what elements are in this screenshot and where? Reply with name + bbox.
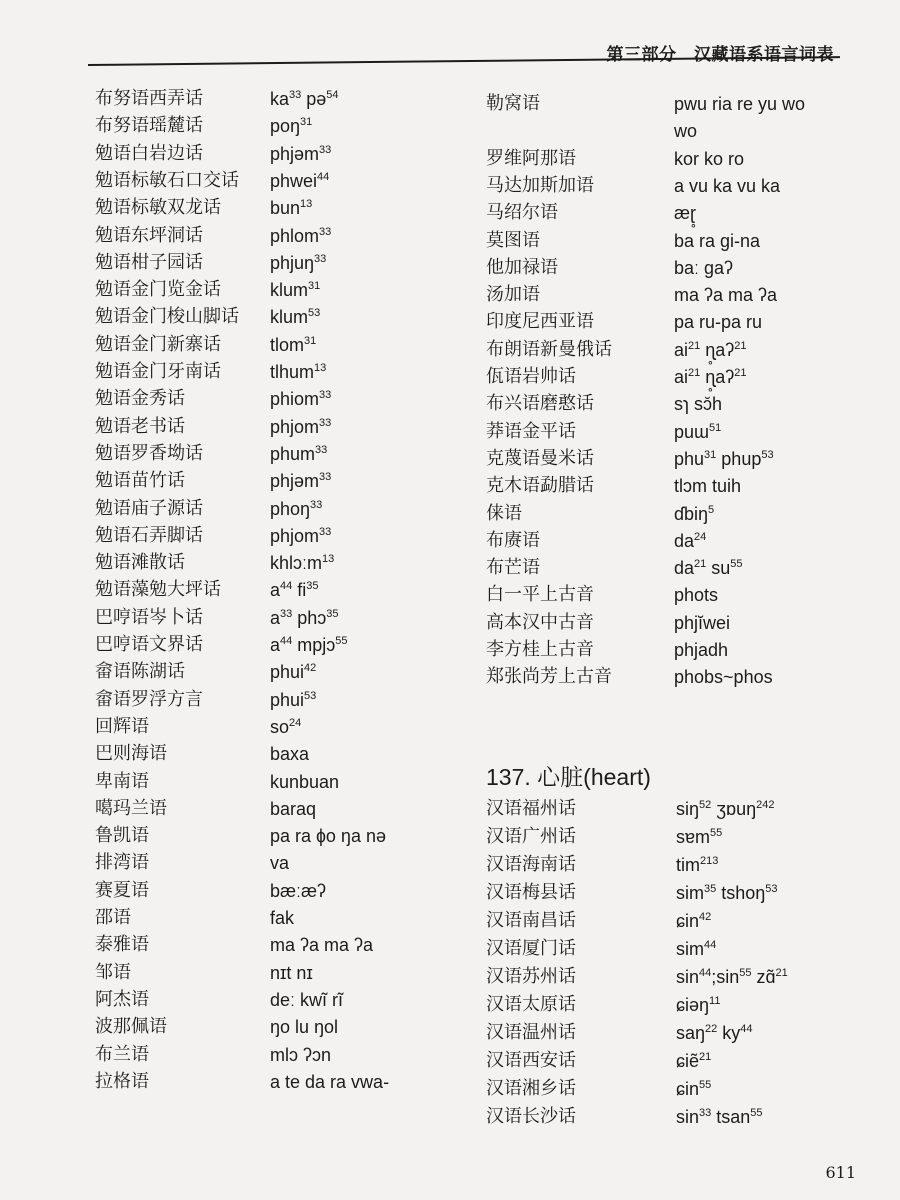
word-form: sim$^{44}$ (676, 939, 717, 959)
language-name: 汉语太原话 (486, 994, 576, 1015)
word-form: sɿ sɔ̆h (674, 394, 723, 415)
language-name: 勉语罗香坳话 (95, 442, 203, 464)
word-form: $\sin^{33}$ tsan$^{55}$ (676, 1107, 763, 1127)
word-form: $ka^{33}$ pə$^{54}$ (270, 89, 339, 109)
language-name: 布兰语 (95, 1043, 149, 1065)
word-form: $a^{33}$ phɔ$^{35}$ (270, 607, 339, 628)
word-form: pa ra ɸo ŋa nə (270, 826, 386, 847)
language-name: 布努语西弄话 (95, 88, 203, 109)
language-name: 莽语金平话 (486, 420, 576, 442)
word-form: siŋ$^{52}$ ʒɒuŋ$^{242}$ (676, 799, 775, 819)
language-name: 勉语苗竹话 (95, 470, 185, 492)
language-name: 克木语勐腊话 (486, 475, 594, 497)
word-form: ɕiẽ$^{21}$ (676, 1051, 712, 1071)
language-name: 汉语海南话 (486, 854, 576, 875)
language-name: 勉语庙子源话 (95, 497, 203, 519)
language-name: 勒窝语 (486, 93, 540, 114)
word-form: $da^{24}$ (674, 530, 707, 551)
word-form: baraq (270, 798, 317, 819)
word-form: poŋ$^{31}$ (270, 116, 313, 137)
word-form: phui$^{53}$ (270, 689, 317, 710)
word-form: phlom$^{33}$ (270, 225, 332, 246)
language-name: 畲语陈湖话 (95, 661, 185, 683)
language-name: 布努语瑶麓话 (95, 115, 203, 137)
word-form: ba ra gi-na (674, 230, 761, 251)
language-name: 勉语金门览金话 (95, 279, 221, 301)
word-form: phjəm$^{33}$ (270, 471, 332, 492)
word-form: kor ko ro (674, 148, 745, 169)
word-form: ɕiəŋ$^{11}$ (676, 995, 721, 1015)
language-name: 勉语老书话 (95, 415, 185, 437)
word-form: $ai^{21}$ ɳ̥aʔ$^{21}$ (674, 367, 747, 387)
word-form: puɯ$^{51}$ (674, 421, 722, 442)
language-name: 高本汉中古音 (486, 611, 594, 633)
language-name: 巴则海语 (95, 743, 167, 765)
page-number: 611 (825, 1163, 856, 1182)
word-form: tlɔm tuih (674, 476, 742, 497)
language-name: 邵语 (95, 907, 131, 928)
language-name: 李方桂上古音 (486, 639, 594, 660)
language-name: 勉语柑子园话 (95, 251, 203, 273)
word-form: kunbuan (270, 771, 340, 792)
word-form: klum$^{31}$ (270, 280, 321, 301)
language-name: 勉语标敏石口交话 (95, 169, 239, 191)
word-form: ɗbiŋ$^5$ (674, 503, 715, 524)
word-form: deː kwĩ rĩ (270, 989, 344, 1010)
language-name: 波那佩语 (95, 1016, 167, 1038)
language-name: 勉语金门新寨话 (95, 333, 221, 355)
language-name: 巴哼语岑卜话 (95, 606, 203, 628)
word-form: phui$^{42}$ (270, 662, 317, 683)
language-name: 噶玛兰语 (95, 797, 167, 819)
word-form: ŋo lu ŋol (270, 1017, 339, 1038)
language-name: 勉语东坪洞话 (95, 224, 203, 246)
language-name: 巴哼语文界话 (95, 634, 203, 655)
word-form: va (270, 853, 290, 874)
language-name: 罗维阿那语 (486, 147, 576, 169)
word-form: phjom$^{33}$ (270, 525, 332, 546)
language-name: 佤语岩帅话 (486, 366, 576, 387)
word-form: phjĭwei (674, 612, 731, 633)
word-form: $a^{44}$ $fi^{35}$ (270, 580, 319, 601)
language-name: 克蔑语曼米话 (486, 447, 594, 469)
word-form: $so^{24}$ (270, 716, 302, 737)
language-name: 俫语 (486, 502, 522, 524)
language-name: 勉语石弄脚话 (95, 524, 203, 546)
word-form: $ai^{21}$ ɳ̥aʔ$^{21}$ (674, 339, 747, 360)
language-name: 马绍尔语 (486, 202, 558, 224)
language-name: 拉格语 (95, 1070, 149, 1092)
word-form: phjom$^{33}$ (270, 416, 332, 437)
language-name: 汉语长沙话 (486, 1106, 576, 1127)
word-form: phu$^{31}$ phup$^{53}$ (674, 448, 774, 469)
word-form: phjadh (674, 640, 729, 660)
word-form: tim$^{213}$ (676, 855, 719, 875)
word-form: baː gaʔ (674, 257, 734, 278)
word-form: phjəm$^{33}$ (270, 143, 332, 164)
language-name: 汉语广州话 (486, 826, 576, 847)
language-name: 汉语福州话 (486, 798, 576, 819)
word-form: nɪt nɪ (270, 962, 313, 983)
word-form: bæːæʔ (270, 880, 327, 901)
language-name: 回辉语 (95, 715, 149, 737)
word-form: tlom$^{31}$ (270, 334, 317, 355)
word-form: phum$^{33}$ (270, 443, 328, 464)
language-name: 汉语苏州话 (486, 966, 576, 987)
language-name: 泰雅语 (95, 934, 149, 956)
word-form: mlɔ ʔɔn (270, 1044, 332, 1065)
language-name: 汉语梅县话 (486, 882, 576, 903)
word-form: fak (270, 908, 295, 928)
language-name: 郑张尚芳上古音 (486, 666, 612, 688)
word-form: phiom$^{33}$ (270, 389, 332, 410)
language-name: 勉语标敏双龙话 (95, 197, 221, 219)
language-name: 勉语白岩边话 (95, 142, 203, 164)
language-name: 白一平上古音 (486, 584, 594, 606)
word-form: ma ʔa ma ʔa (270, 935, 374, 956)
word-form: wo (674, 121, 698, 142)
language-name: 畲语罗浮方言 (95, 688, 203, 710)
language-name: 卑南语 (95, 770, 149, 792)
language-name: 勉语金秀话 (95, 388, 185, 410)
word-form: klum$^{53}$ (270, 307, 321, 328)
word-form: phobs~phos (674, 667, 773, 688)
word-form: bun$^{13}$ (270, 198, 313, 219)
word-form: ma ʔa ma ʔa (674, 285, 778, 306)
word-form: khlɔːm$^{13}$ (270, 553, 335, 574)
language-name: 他加禄语 (486, 256, 558, 278)
language-name: 布芒语 (486, 557, 540, 579)
word-form: phwei$^{44}$ (270, 170, 330, 191)
word-form: $da^{21}$ $su^{55}$ (674, 558, 743, 579)
word-form: saŋ$^{22}$ $ky^{44}$ (676, 1023, 753, 1043)
word-form: $\sin^{44};\sin^{55}$ zɑ̃$^{21}$ (676, 967, 788, 987)
language-name: 勉语藻勉大坪话 (95, 579, 221, 601)
word-form: sim$^{35}$ tshoŋ$^{53}$ (676, 883, 778, 903)
word-form: phots (674, 585, 719, 606)
word-form: phjuŋ$^{33}$ (270, 252, 327, 273)
language-name: 赛夏语 (95, 879, 149, 901)
word-form: ɕin$^{42}$ (676, 911, 712, 931)
word-form: phoŋ$^{33}$ (270, 498, 323, 519)
language-name: 汉语温州话 (486, 1022, 576, 1043)
word-form: a vu ka vu ka (674, 175, 781, 196)
language-name: 印度尼西亚语 (486, 311, 594, 333)
word-form: a te da ra vwa- (270, 1071, 390, 1092)
language-name: 布朗语新曼俄话 (486, 338, 612, 360)
language-name: 汤加语 (486, 284, 540, 306)
language-name: 阿杰语 (95, 988, 149, 1010)
language-name: 马达加斯加语 (486, 174, 594, 196)
language-name: 排湾语 (95, 852, 149, 874)
word-form: $a^{44}$ mpjɔ$^{55}$ (270, 635, 348, 655)
language-name: 布兴语磨憨话 (486, 393, 594, 415)
language-name: 邹语 (95, 961, 131, 983)
word-form: sɐm$^{55}$ (676, 827, 723, 847)
word-form: baxa (270, 744, 310, 765)
word-form: ɕin$^{55}$ (676, 1079, 712, 1099)
language-name: 汉语厦门话 (486, 938, 576, 959)
language-name: 鲁凯语 (95, 825, 149, 847)
word-form: pwu ria re yu wo (674, 94, 806, 114)
language-name: 汉语南昌话 (486, 910, 576, 931)
word-form: æɽ̥ (674, 203, 696, 224)
language-name: 汉语湘乡话 (486, 1078, 576, 1099)
language-name: 布赓语 (486, 529, 540, 551)
word-form: pa ru-pa ru (674, 312, 763, 333)
language-name: 勉语金门牙南话 (95, 361, 221, 382)
page-header: 第三部分 汉藏语系语言词表 (606, 45, 834, 65)
language-name: 莫图语 (486, 229, 540, 251)
section-title: 137. 心脏(heart) (486, 764, 651, 790)
language-name: 汉语西安话 (486, 1050, 576, 1071)
language-name: 勉语金门梭山脚话 (95, 306, 239, 328)
language-name: 勉语滩散话 (95, 552, 185, 574)
word-form: tlhum$^{13}$ (270, 362, 327, 382)
